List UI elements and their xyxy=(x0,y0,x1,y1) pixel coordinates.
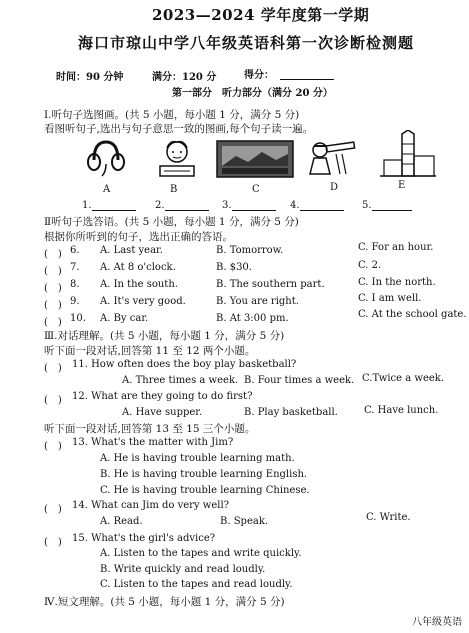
q13-option-b: B. He is having trouble learning English. xyxy=(100,469,308,480)
q7-option-b: B. $30. xyxy=(216,262,252,273)
section2-instruction: 根据你所听到的句子，选出正确的答语。 xyxy=(44,231,233,243)
q11-option-a: A. Three times a week. xyxy=(122,375,239,386)
section1-title: Ⅰ.听句子选图画。(共 5 小题，每小题 1 分，满分 5 分) xyxy=(44,109,300,121)
blank-5-num: 5. xyxy=(362,200,372,211)
picture-label-c: C xyxy=(252,184,260,195)
picture-d-telescope xyxy=(306,136,362,178)
q8-option-b: B. The southern part. xyxy=(216,279,325,290)
q10-paren[interactable]: ( ) xyxy=(44,317,62,328)
q13-paren[interactable]: ( ) xyxy=(44,441,62,452)
exam-time: 时间：90 分钟 xyxy=(56,72,124,83)
q10-option-c: C. At the school gate. xyxy=(358,309,467,320)
q11-paren[interactable]: ( ) xyxy=(44,363,62,374)
picture-label-d: D xyxy=(330,182,339,193)
q15-option-b: B. Write quickly and read loudly. xyxy=(100,564,266,575)
q7-option-c: C. 2. xyxy=(358,260,382,271)
blank-4[interactable] xyxy=(290,200,344,211)
q13-question: 13. What's the matter with Jim? xyxy=(72,437,234,448)
q14-question: 14. What can Jim do very well? xyxy=(72,500,230,511)
q10-option-b: B. At 3:00 pm. xyxy=(216,313,289,324)
q9-num: 9. xyxy=(70,296,80,307)
q12-option-a: A. Have supper. xyxy=(122,407,203,418)
picture-label-a: A xyxy=(103,184,111,195)
q6-option-c: C. For an hour. xyxy=(358,242,434,253)
section4-title: Ⅳ.短文理解。(共 5 小题，每小题 1 分，满分 5 分) xyxy=(44,596,285,608)
q15-question: 15. What's the girl's advice? xyxy=(72,533,216,544)
q7-paren[interactable]: ( ) xyxy=(44,266,62,277)
q9-paren[interactable]: ( ) xyxy=(44,300,62,311)
q6-option-b: B. Tomorrow. xyxy=(216,245,284,256)
blank-5[interactable] xyxy=(362,200,412,211)
dialog1-intro: 听下面一段对话,回答第 11 至 12 两个小题。 xyxy=(44,345,256,357)
section3-title: Ⅲ.对话理解。(共 5 小题，每小题 1 分，满分 5 分) xyxy=(44,330,285,342)
q14-option-a: A. Read. xyxy=(100,516,143,527)
q15-option-a: A. Listen to the tapes and write quickly. xyxy=(100,548,302,559)
q13-option-c: C. He is having trouble learning Chinese. xyxy=(100,485,310,496)
picture-c-scene xyxy=(216,140,294,178)
q8-option-a: A. In the south. xyxy=(100,279,178,290)
picture-e-tower xyxy=(378,130,438,180)
blank-4-num: 4. xyxy=(290,200,300,211)
year-term-title: 2023—2024 学年度第一学期 xyxy=(152,6,370,24)
score-label: 得分： xyxy=(244,70,274,81)
footer-grade-label: 八年级英语 xyxy=(412,617,462,628)
q6-option-a: A. Last year. xyxy=(100,245,163,256)
picture-label-b: B xyxy=(170,184,178,195)
q12-option-c: C. Have lunch. xyxy=(364,405,439,416)
q12-paren[interactable]: ( ) xyxy=(44,395,62,406)
q14-option-b: B. Speak. xyxy=(220,516,269,527)
q9-option-c: C. I am well. xyxy=(358,293,422,304)
exam-title: 海口市琼山中学八年级英语科第一次诊断检测题 xyxy=(78,34,415,52)
q15-option-c: C. Listen to the tapes and read loudly. xyxy=(100,579,293,590)
q7-num: 7. xyxy=(70,262,80,273)
blank-2-num: 2. xyxy=(155,200,165,211)
blank-1[interactable] xyxy=(82,200,136,211)
dialog2-intro: 听下面一段对话,回答第 13 至 15 三个小题。 xyxy=(44,423,256,435)
picture-b-girl xyxy=(152,138,202,180)
q14-paren[interactable]: ( ) xyxy=(44,504,62,515)
q13-option-a: A. He is having trouble learning math. xyxy=(100,453,295,464)
q7-option-a: A. At 8 o'clock. xyxy=(100,262,176,273)
section1-instruction: 看图听句子,选出与句子意思一致的图画,每个句子读一遍。 xyxy=(44,123,314,135)
full-score: 满分：120 分 xyxy=(152,72,217,83)
q8-option-c: C. In the north. xyxy=(358,277,436,288)
blank-2[interactable] xyxy=(155,200,209,211)
q12-option-b: B. Play basketball. xyxy=(244,407,338,418)
q15-paren[interactable]: ( ) xyxy=(44,537,62,548)
q6-paren[interactable]: ( ) xyxy=(44,249,62,260)
q8-num: 8. xyxy=(70,279,80,290)
q11-option-b: B. Four times a week. xyxy=(244,375,355,386)
blank-3[interactable] xyxy=(222,200,276,211)
q11-option-c: C.Twice a week. xyxy=(362,373,445,384)
q9-option-a: A. It's very good. xyxy=(100,296,186,307)
q9-option-b: B. You are right. xyxy=(216,296,299,307)
q8-paren[interactable]: ( ) xyxy=(44,283,62,294)
q11-question: 11. How often does the boy play basketball? xyxy=(72,359,297,370)
blank-1-num: 1. xyxy=(82,200,92,211)
picture-label-e: E xyxy=(398,180,406,191)
q10-num: 10. xyxy=(70,313,86,324)
blank-3-num: 3. xyxy=(222,200,232,211)
q14-option-c: C. Write. xyxy=(366,512,411,523)
part-one-heading: 第一部分 听力部分（满分 20 分） xyxy=(172,88,333,99)
q10-option-a: A. By car. xyxy=(100,313,149,324)
q6-num: 6. xyxy=(70,245,80,256)
section2-title: Ⅱ听句子选答语。(共 5 小题，每小题 1 分，满分 5 分) xyxy=(44,216,299,228)
q12-question: 12. What are they going to do first? xyxy=(72,391,253,402)
score-blank-line xyxy=(280,79,334,80)
picture-a-headphones xyxy=(84,138,128,178)
